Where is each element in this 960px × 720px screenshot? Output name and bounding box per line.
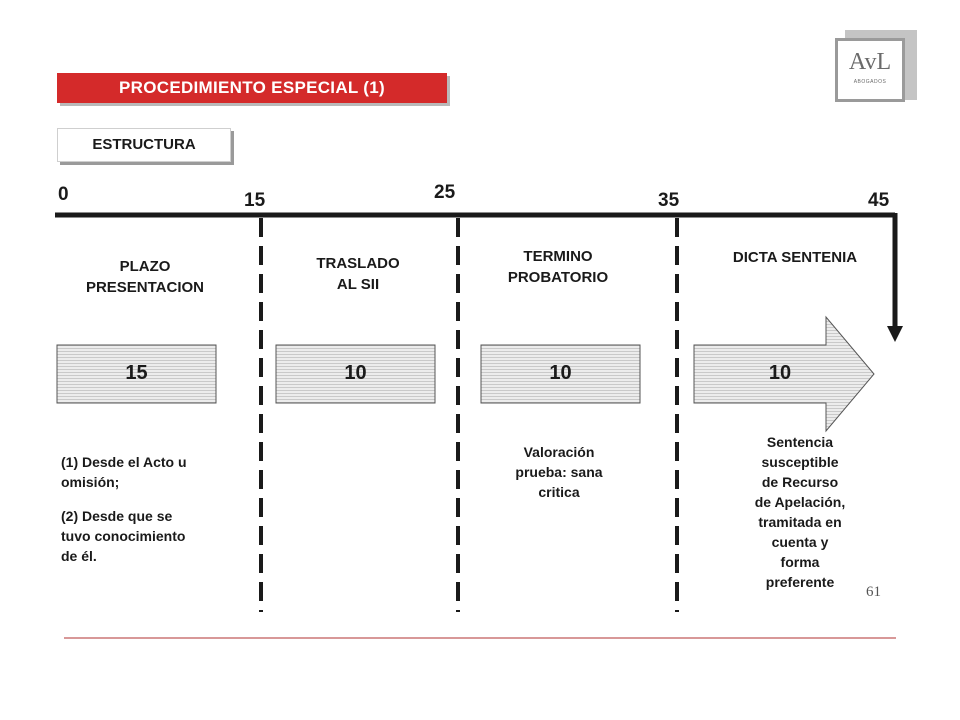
phase-label-plazo: PLAZO PRESENTACION (85, 258, 205, 296)
duration-value-1: 15 (125, 362, 148, 384)
tick-0: 0 (58, 184, 69, 205)
duration-value-4: 10 (768, 362, 792, 384)
page-title: PROCEDIMIENTO ESPECIAL (1) (57, 73, 447, 103)
tick-35: 35 (658, 190, 680, 211)
phase-label-traslado: TRASLADO AL SII (316, 255, 400, 293)
logo-mark: AvL (848, 49, 892, 75)
note-plazo-2: (2) Desde que se tuvo conocimiento de él. (61, 508, 186, 564)
note-probatorio: Valoración prueba: sana critica (515, 444, 603, 500)
phase-label-sentencia: DICTA SENTENIA (732, 249, 858, 266)
tick-15: 15 (244, 190, 266, 211)
timeline-arrowhead (887, 326, 903, 342)
page-number: 61 (866, 584, 881, 600)
phase-label-probatorio: TERMINO PROBATORIO (507, 248, 609, 286)
tick-45: 45 (868, 190, 890, 211)
duration-value-3: 10 (549, 362, 572, 384)
section-label: ESTRUCTURA (57, 128, 231, 162)
logo-caption: ABOGADOS (853, 79, 887, 85)
duration-value-2: 10 (344, 362, 367, 384)
tick-25: 25 (434, 182, 456, 203)
note-plazo-1: (1) Desde el Acto u omisión; (61, 454, 187, 490)
note-sentencia: Sentencia susceptible de Recurso de Apelación, tramitada en cuenta y forma preferente (754, 434, 846, 590)
